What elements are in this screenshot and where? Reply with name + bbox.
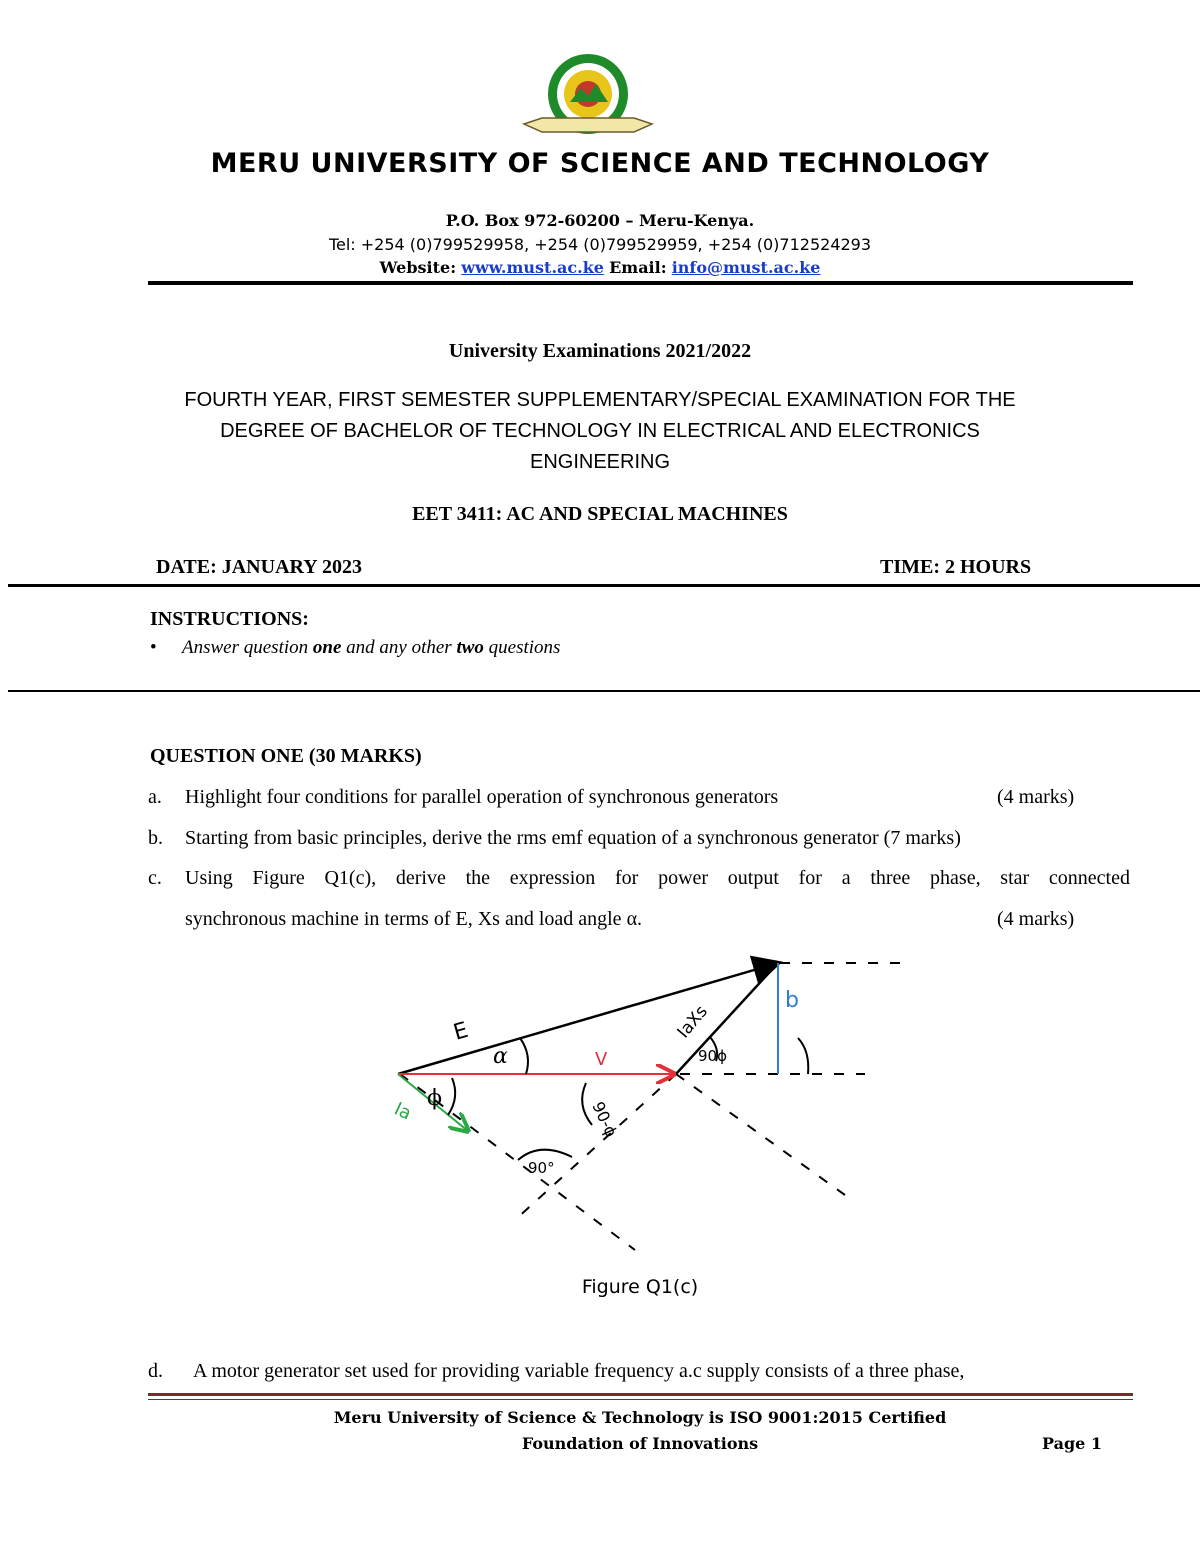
header-divider	[148, 281, 1133, 285]
website-link[interactable]: www.must.ac.ke	[461, 258, 604, 277]
date-divider	[8, 584, 1200, 587]
bullet: •	[150, 637, 157, 658]
question-item-b-text: Starting from basic principles, derive the rms emf equation of a synchronous generator (7 marks)	[185, 827, 961, 849]
footer-tagline: Foundation of Innovations	[521, 1434, 759, 1453]
label-alpha: α	[493, 1044, 508, 1069]
exam-time: TIME: 2 HOURS	[880, 556, 1032, 578]
instruction-emphasis: one	[312, 637, 342, 658]
instructions-divider	[8, 690, 1200, 692]
exam-session: University Examinations 2021/2022	[448, 340, 752, 362]
instructions-heading: INSTRUCTIONS:	[150, 608, 309, 630]
exam-date: DATE: JANUARY 2023	[156, 556, 362, 578]
instruction-emphasis: two	[456, 637, 484, 658]
question-item-c-text: Using Figure Q1(c), derive the expression for power output for a three phase, star connected	[185, 867, 1130, 889]
question-item-c-text-continued: synchronous machine in terms of E, Xs and load angle α.	[185, 908, 643, 930]
instruction-item	[150, 637, 560, 659]
label-phi: ϕ	[427, 1086, 442, 1111]
exam-description-line: FOURTH YEAR, FIRST SEMESTER SUPPLEMENTARY/SPECIAL EXAMINATION FOR THE	[184, 389, 1016, 411]
question-item-b-letter: b.	[148, 827, 163, 849]
question-item-c-letter: c.	[148, 867, 162, 889]
construction-lines	[400, 963, 900, 1250]
university-crest-icon	[518, 52, 658, 142]
question-item-a-marks: (4 marks)	[997, 786, 1075, 808]
question-item-d-text: A motor generator set used for providing variable frequency a.c supply consists of a three phase,	[193, 1360, 965, 1382]
question-item-c-marks: (4 marks)	[997, 908, 1075, 930]
email-link[interactable]: info@must.ac.ke	[671, 258, 821, 277]
label-b: b	[785, 988, 799, 1013]
phasor-diagram	[380, 945, 910, 1265]
label-v: V	[595, 1049, 608, 1070]
website-label: Website:	[379, 258, 457, 277]
figure-caption: Figure Q1(c)	[581, 1276, 699, 1298]
university-name: MERU UNIVERSITY OF SCIENCE AND TECHNOLOGY	[210, 148, 990, 179]
exam-description-line: DEGREE OF BACHELOR OF TECHNOLOGY IN ELECTRICAL AND ELECTRONICS	[220, 420, 980, 442]
footer-certification: Meru University of Science & Technology is ISO 9001:2015 Certified	[333, 1408, 947, 1427]
question-item-a-letter: a.	[148, 786, 162, 808]
contact-line	[0, 258, 1200, 277]
label-ia: Ia	[390, 1098, 415, 1125]
question-one-heading: QUESTION ONE (30 MARKS)	[150, 745, 422, 767]
label-ninety-minus-phi: 90-ϕ	[588, 1098, 622, 1140]
question-item-d-letter: d.	[148, 1360, 163, 1382]
telephone-line: Tel: +254 (0)799529958, +254 (0)799529959, +254 (0)712524293	[328, 235, 872, 254]
question-item-a-text: Highlight four conditions for parallel operation of synchronous generators	[185, 786, 779, 808]
label-iaxs: IaXs	[673, 1001, 712, 1043]
instruction-text: Answer question	[182, 637, 313, 658]
instruction-text: and any other	[341, 637, 457, 658]
instruction-text: questions	[483, 637, 561, 658]
label-e: E	[450, 1017, 472, 1046]
postal-address: P.O. Box 972-60200 – Meru-Kenya.	[445, 211, 755, 230]
footer-divider-thin	[148, 1399, 1133, 1400]
page-number: Page 1	[1042, 1434, 1103, 1453]
exam-description	[0, 385, 1200, 478]
email-label: Email:	[609, 258, 667, 277]
exam-description-line: ENGINEERING	[529, 451, 671, 473]
course-title: EET 3411: AC AND SPECIAL MACHINES	[412, 503, 788, 525]
label-ninety: 90°	[528, 1159, 555, 1177]
label-ninety-phi: 90ϕ	[698, 1047, 727, 1065]
footer-divider-thick	[148, 1393, 1133, 1396]
